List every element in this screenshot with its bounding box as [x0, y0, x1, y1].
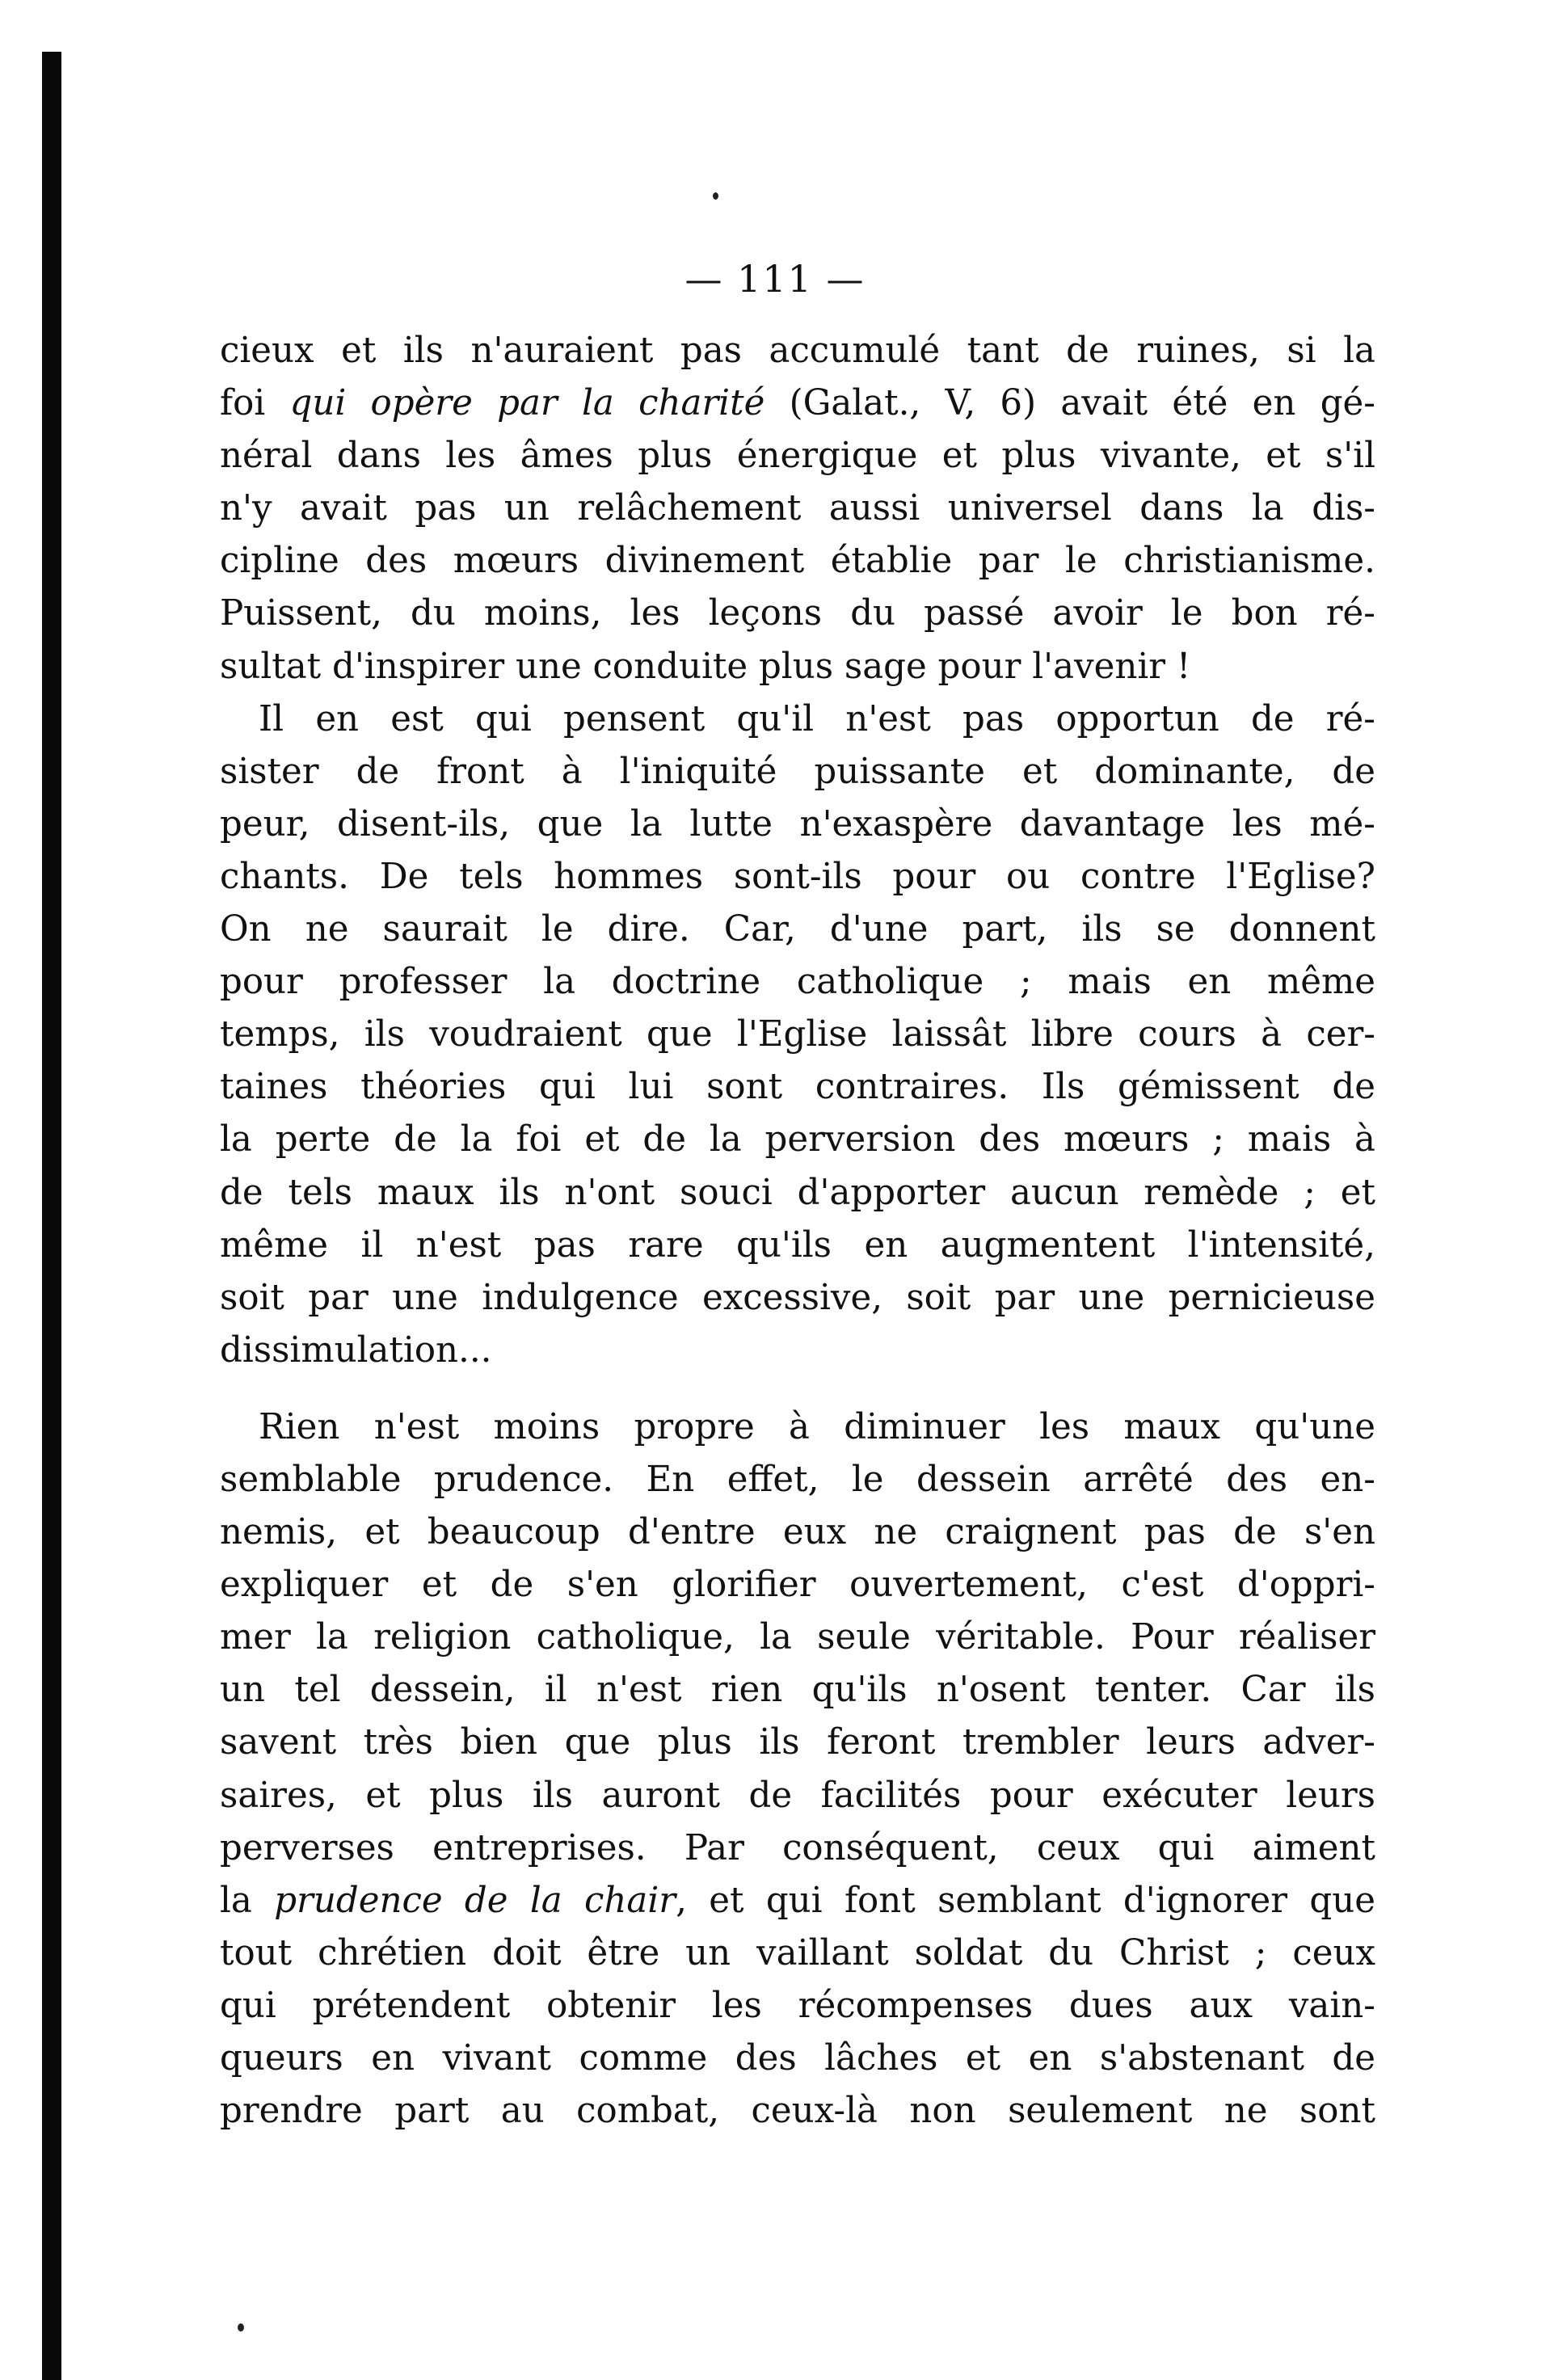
text-line: Puissent, du moins, les leçons du passé avoir le bon ré-	[220, 593, 1375, 634]
text-line: même il n'est pas rare qu'ils en augmentent l'intensité,	[220, 1224, 1375, 1266]
text-line: dissimulation...	[220, 1329, 492, 1371]
text-line: de tels maux ils n'ont souci d'apporter aucun remède ; et	[220, 1172, 1375, 1213]
text-line: taines théories qui lui sont contraires. Ils gémissent de	[220, 1067, 1375, 1108]
text-line: perverses entreprises. Par conséquent, ceux qui aiment	[220, 1827, 1375, 1868]
text-line: queurs en vivant comme des lâches et en s'abstenant de	[220, 2038, 1375, 2079]
text-run: foi	[220, 383, 290, 424]
page-number: — 111 —	[684, 257, 866, 301]
text-run: la	[220, 1880, 275, 1921]
paragraph-3	[220, 1401, 1375, 2138]
text-line: sultat d'inspirer une conduite plus sage pour l'avenir !	[220, 646, 1191, 687]
italic-quote: prudence de la chair	[274, 1880, 676, 1921]
text-line: soit par une indulgence excessive, soit par une pernicieuse	[220, 1277, 1375, 1318]
text-line: cieux et ils n'auraient pas accumulé tant de ruines, si la	[220, 331, 1375, 371]
text-line: mer la religion catholique, la seule véritable. Pour réaliser	[220, 1617, 1375, 1658]
text-line	[220, 1875, 1375, 1927]
text-line: Il en est qui pensent qu'il n'est pas opportun de ré-	[259, 698, 1375, 739]
ink-speck	[238, 2323, 244, 2332]
text-line: temps, ils voudraient que l'Eglise laissât libre cours à cer-	[220, 1014, 1375, 1055]
text-run: , et qui font semblant d'ignorer que	[676, 1880, 1375, 1921]
text-line: On ne saurait le dire. Car, d'une part, ils se donnent	[220, 909, 1375, 950]
text-run: (Galat., V, 6) avait été en gé-	[764, 383, 1375, 424]
text-line: Rien n'est moins propre à diminuer les maux qu'une	[259, 1406, 1375, 1447]
text-line: un tel dessein, il n'est rien qu'ils n'osent tenter. Car ils	[220, 1670, 1375, 1711]
text-line: chants. De tels hommes sont-ils pour ou contre l'Eglise?	[220, 856, 1375, 897]
text-line: prendre part au combat, ceux-là non seulement ne sont	[220, 2091, 1375, 2132]
paragraph-2	[220, 693, 1375, 1377]
ink-speck	[713, 192, 718, 200]
text-line: pour professer la doctrine catholique ; mais en même	[220, 962, 1375, 1003]
text-line: n'y avait pas un relâchement aussi universel dans la dis-	[220, 488, 1375, 529]
text-line: la perte de la foi et de la perversion des mœurs ; mais à	[220, 1119, 1375, 1161]
text-line: nemis, et beaucoup d'entre eux ne craignent pas de s'en	[220, 1512, 1375, 1553]
text-line: savent très bien que plus ils feront trembler leurs adver-	[220, 1722, 1375, 1763]
text-line: sister de front à l'iniquité puissante et dominante, de	[220, 751, 1375, 792]
text-line: semblable prudence. En effet, le dessein arrêté des en-	[220, 1459, 1375, 1500]
text-line	[220, 377, 1375, 430]
text-line: peur, disent-ils, que la lutte n'exaspère davantage les mé-	[220, 803, 1375, 845]
paragraph-gap	[220, 1377, 1375, 1401]
paragraph-1	[220, 325, 1375, 693]
binding-edge	[42, 52, 61, 2380]
text-line: tout chrétien doit être un vaillant soldat du Christ ; ceux	[220, 1932, 1375, 1974]
text-line: cipline des mœurs divinement établie par le christianisme.	[220, 541, 1375, 582]
body-text	[220, 325, 1375, 2138]
text-line: saires, et plus ils auront de facilités pour exécuter leurs	[220, 1775, 1375, 1816]
text-line: expliquer et de s'en glorifier ouvertement, c'est d'oppri-	[220, 1565, 1375, 1606]
italic-quote: qui opère par la charité	[289, 383, 765, 424]
text-line: néral dans les âmes plus énergique et plus vivante, et s'il	[220, 436, 1375, 477]
text-line: qui prétendent obtenir les récompenses dues aux vain-	[220, 1985, 1375, 2026]
